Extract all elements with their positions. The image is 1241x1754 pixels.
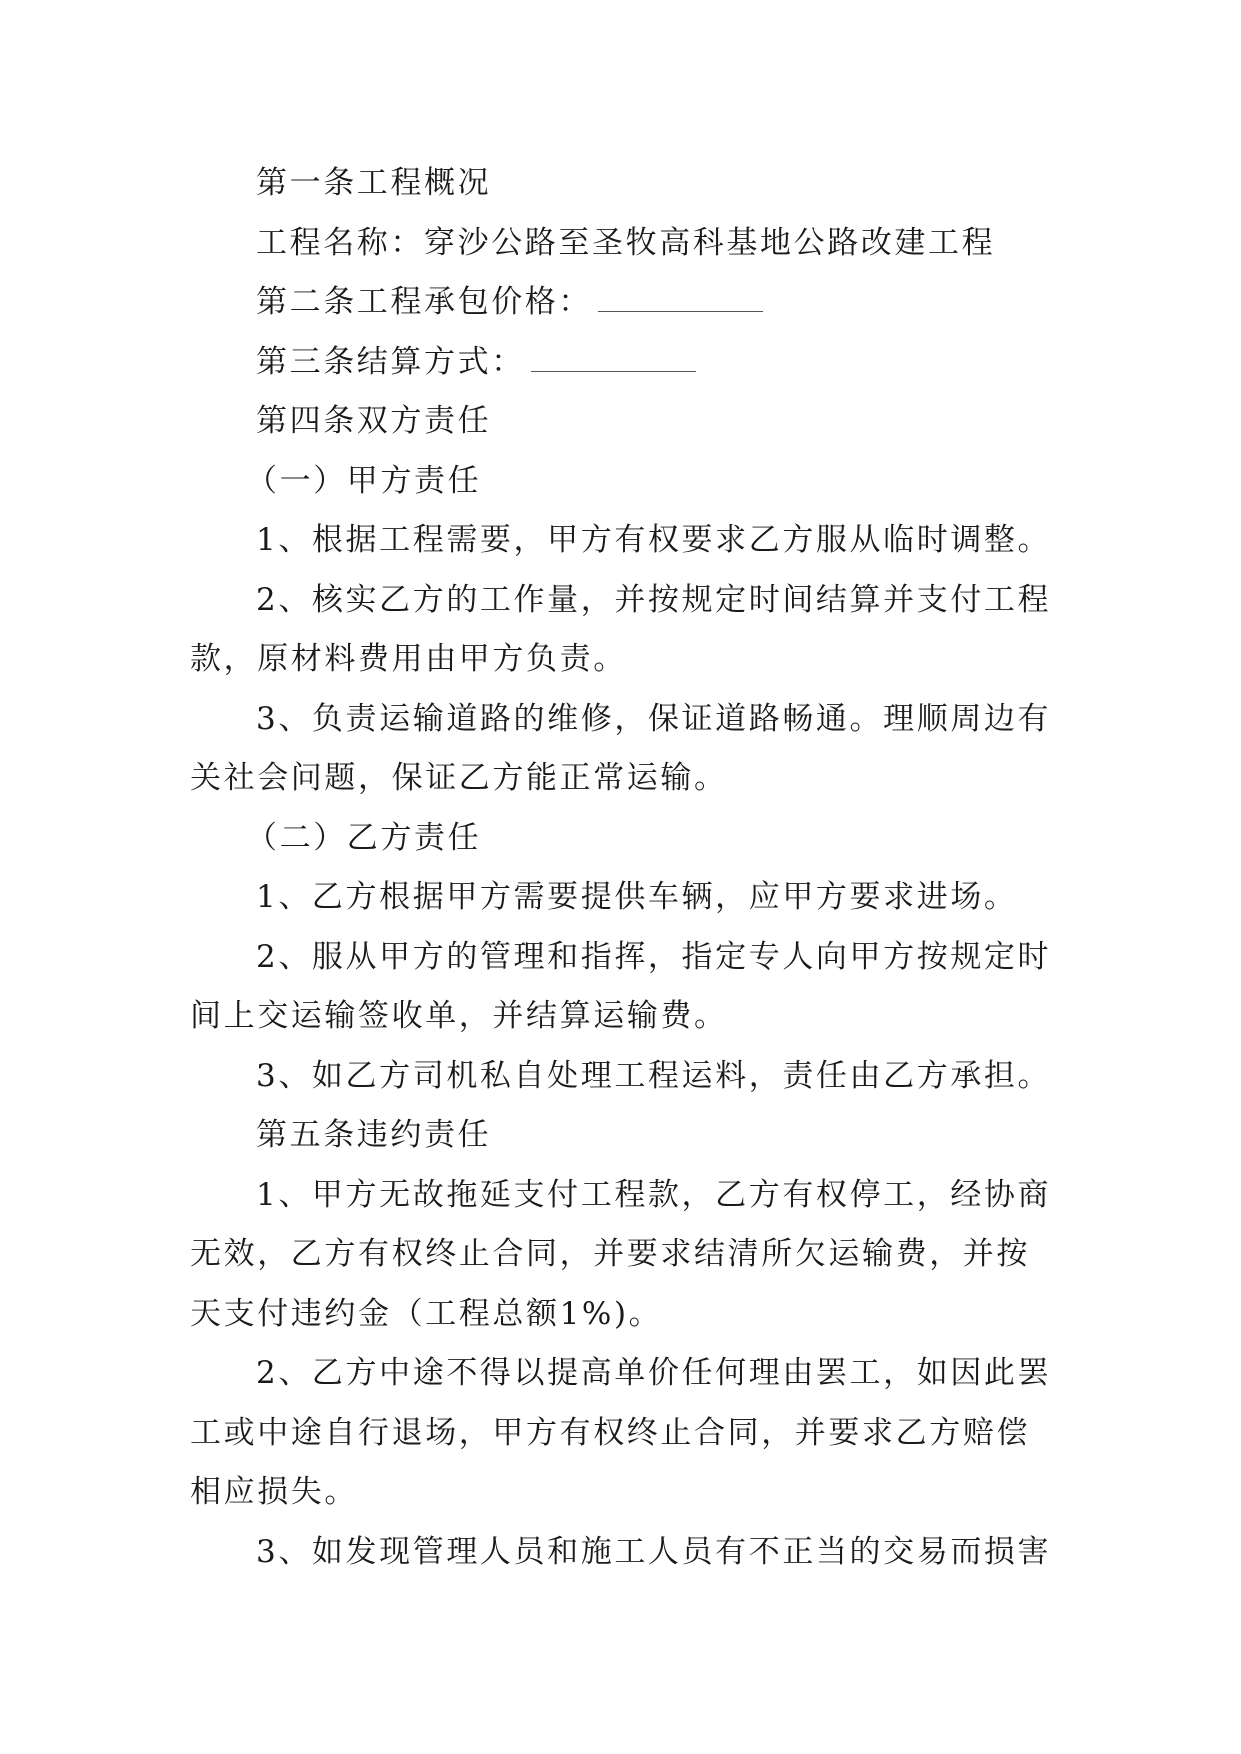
party-b-item-2: 2、服从甲方的管理和指挥，指定专人向甲方按规定时间上交运输签收单，并结算运输费。 bbox=[190, 938, 1052, 1034]
party-b-responsibility-heading: （二）乙方责任 bbox=[246, 819, 482, 856]
article-2-contract-price: 第二条工程承包价格： bbox=[190, 273, 1052, 333]
article-4-heading: 第四条双方责任 bbox=[256, 403, 492, 439]
party-a-item-2: 2、核实乙方的工作量，并按规定时间结算并支付工程款，原材料费用由甲方负责。 bbox=[190, 581, 1052, 677]
article-3-settlement-method: 第三条结算方式： bbox=[190, 333, 1052, 393]
project-name-line: 工程名称：穿沙公路至圣牧高科基地公路改建工程 bbox=[256, 224, 996, 261]
article-5-heading: 第五条违约责任 bbox=[256, 1117, 492, 1153]
party-a-item-3: 3、负责运输道路的维修，保证道路畅通。理顺周边有关社会问题，保证乙方能正常运输。 bbox=[190, 700, 1052, 796]
article-1-heading: 第一条工程概况 bbox=[256, 165, 492, 201]
breach-item-1: 1、甲方无故拖延支付工程款，乙方有权停工，经协商无效，乙方有权终止合同，并要求结清所欠运输费，并按天支付违约金（工程总额1%)。 bbox=[190, 1176, 1052, 1332]
party-a-item-1: 1、根据工程需要，甲方有权要求乙方服从临时调整。 bbox=[256, 522, 1052, 558]
breach-item-2: 2、乙方中途不得以提高单价任何理由罢工，如因此罢工或中途自行退场，甲方有权终止合同，并要求乙方赔偿相应损失。 bbox=[190, 1355, 1052, 1510]
price-blank-line bbox=[598, 291, 763, 312]
party-b-item-3: 3、如乙方司机私自处理工程运料，责任由乙方承担。 bbox=[256, 1057, 1052, 1094]
settlement-blank-line bbox=[531, 351, 696, 372]
party-b-item-1: 1、乙方根据甲方需要提供车辆，应甲方要求进场。 bbox=[256, 879, 1018, 915]
breach-item-3: 3、如发现管理人员和施工人员有不正当的交易而损害 bbox=[256, 1533, 1052, 1570]
party-a-responsibility-heading: （一）甲方责任 bbox=[246, 462, 482, 499]
document-body bbox=[190, 154, 1052, 1582]
